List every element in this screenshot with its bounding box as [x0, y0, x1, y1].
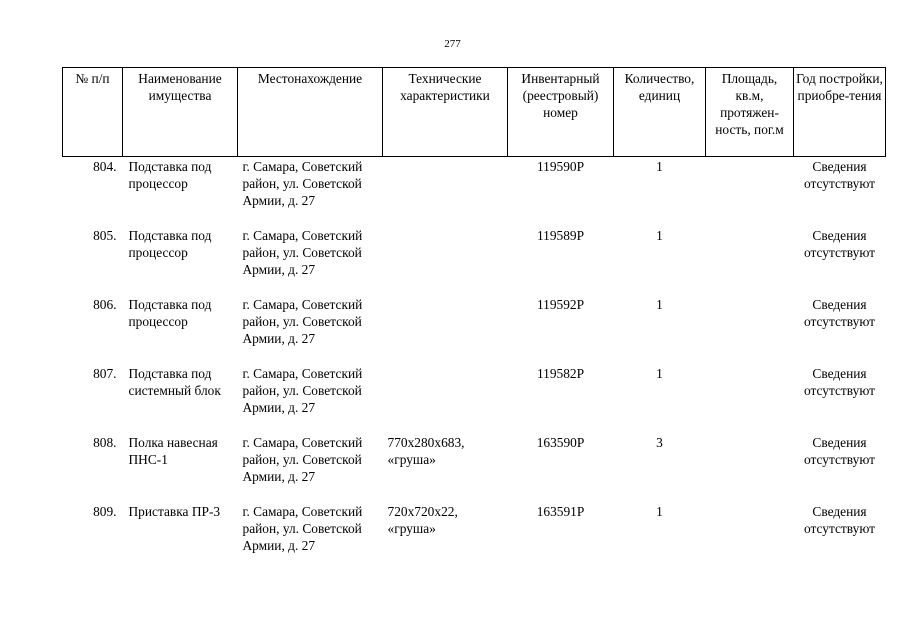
- header-year: Год постройки, приобре-тения: [794, 68, 886, 157]
- quantity: 1: [656, 159, 663, 174]
- header-tech: Технические характеристики: [383, 68, 508, 157]
- year-acquired: Сведения отсутствуют: [803, 159, 876, 191]
- property-name: Подставка под процессор: [128, 296, 212, 329]
- row-number: 805.: [93, 227, 117, 243]
- year-acquired: Сведения отсутствуют: [803, 296, 876, 329]
- inventory-number: 119582Р: [536, 365, 585, 381]
- property-table: [62, 67, 886, 571]
- table-header-row: [63, 68, 886, 157]
- inventory-number: 119592Р: [536, 296, 585, 312]
- property-location: г. Самара, Советский район, ул. Советской Армии, д. 27: [242, 365, 363, 415]
- inventory-number: 119589Р: [536, 227, 585, 243]
- inventory-number: 163591Р: [536, 503, 585, 519]
- quantity: 1: [656, 227, 663, 243]
- property-name: Подставка под процессор: [128, 159, 212, 191]
- year-acquired: Сведения отсутствуют: [803, 227, 876, 260]
- table-row: [63, 364, 886, 433]
- page-number: 277: [444, 38, 461, 50]
- table-row: [63, 157, 886, 226]
- row-number: 804.: [93, 159, 117, 174]
- property-location: г. Самара, Советский район, ул. Советской Армии, д. 27: [242, 227, 363, 277]
- header-quantity: Количество, единиц: [614, 68, 706, 157]
- row-number: 807.: [93, 365, 117, 381]
- row-number: 809.: [93, 503, 117, 519]
- header-location: Местонахождение: [238, 68, 383, 157]
- year-acquired: Сведения отсутствуют: [803, 503, 876, 536]
- property-location: г. Самара, Советский район, ул. Советской Армии, д. 27: [242, 296, 363, 346]
- property-name: Приставка ПР-3: [128, 503, 221, 519]
- row-number: 806.: [93, 296, 117, 312]
- quantity: 1: [656, 503, 663, 519]
- table-row: [63, 502, 886, 571]
- quantity: 1: [656, 296, 663, 312]
- quantity: 3: [656, 434, 663, 450]
- property-location: г. Самара, Советский район, ул. Советской Армии, д. 27: [242, 434, 363, 484]
- area: [706, 433, 794, 502]
- technical-characteristics: [383, 364, 508, 433]
- technical-characteristics: 770x280x683, «груша»: [387, 434, 465, 467]
- property-name: Полка навесная ПНС-1: [128, 434, 218, 467]
- area: [706, 295, 794, 364]
- inventory-number: 119590Р: [536, 159, 585, 174]
- quantity: 1: [656, 365, 663, 381]
- area: [706, 157, 794, 226]
- year-acquired: Сведения отсутствуют: [803, 434, 876, 467]
- header-name: Наименование имущества: [123, 68, 238, 157]
- row-number: 808.: [93, 434, 117, 450]
- area: [706, 226, 794, 295]
- property-location: г. Самара, Советский район, ул. Советской Армии, д. 27: [242, 503, 363, 553]
- header-num: № п/п: [63, 68, 123, 157]
- year-acquired: Сведения отсутствуют: [803, 365, 876, 398]
- technical-characteristics: [383, 226, 508, 295]
- inventory-number: 163590Р: [536, 434, 585, 450]
- technical-characteristics: [383, 157, 508, 226]
- header-inventory: Инвентарный (реестровый) номер: [508, 68, 614, 157]
- area: [706, 364, 794, 433]
- table-row: [63, 226, 886, 295]
- header-area: Площадь, кв.м, протяжен-ность, пог.м: [706, 68, 794, 157]
- table-row: [63, 433, 886, 502]
- technical-characteristics: 720x720x22, «груша»: [387, 503, 458, 536]
- property-name: Подставка под процессор: [128, 227, 212, 260]
- technical-characteristics: [383, 295, 508, 364]
- area: [706, 502, 794, 571]
- table-row: [63, 295, 886, 364]
- property-name: Подставка под системный блок: [128, 365, 221, 398]
- property-location: г. Самара, Советский район, ул. Советской Армии, д. 27: [242, 159, 363, 208]
